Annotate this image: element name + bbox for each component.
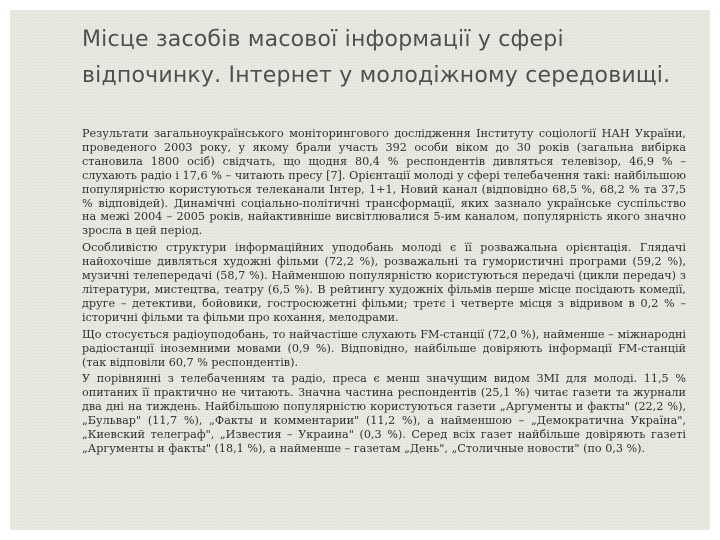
- paragraph-radio: Що стосується радіоуподобань, то найчастіше слухають FM-станції (72,0 %), найменше – міжнародні радіостанції іноземними мовами (0,9 %). Відповідно, найбільше довіряють інформації FM-станцій (так відповіли 60,7 % респондентів).: [82, 327, 686, 369]
- slide-body: [82, 127, 686, 459]
- title-line-2: відпочинку. Інтернет у молодіжному середовищі.: [82, 63, 671, 88]
- title-line-1: Місце засобів масової інформації у сфері: [82, 27, 564, 52]
- slide-title: [82, 22, 702, 94]
- paragraph-press: У порівнянні з телебаченням та радіо, преса є менш значущим видом ЗМІ для молоді. 11,5 % опитаних її практично не читають. Значна частина респондентів (25,1 %) читає газети та журнали два дні на тиждень. Найбільшою популярністю користуються газети „Аргументы и факты" (22,2 %), „Бульвар" (11,7 %), „Факты и комментарии" (11,2 %), а найменшою – „Демократична Україна", „Киевский телеграф", „Известия – Украина" (0,3 %). Серед всіх газет найбільше довіряють газеті „Аргументы и факты" (18,1 %), а найменше – газетам „День", „Столичные новости" (по 0,3 %).: [82, 372, 686, 455]
- paragraph-entertainment: Особливістю структури інформаційних уподобань молоді є її розважальна орієнтація. Глядачі найохочіше дивляться художні фільми (72,2 %), розважальні та гумористичні програми (59,2 %), музичні телепередачі (58,7 %). Найменшою популярністю користуються передачі (цикли передач) з літератури, мистецтва, театру (6,5 %). В рейтингу художніх фільмів перше місце посідають комедії, друге – детективи, бойовики, гостросюжетні фільми; третє і четверте місця з відривом в 0,2 % – історичні фільми та фільми про кохання, мелодрами.: [82, 241, 686, 324]
- slide: [10, 10, 710, 530]
- paragraph-tv: Результати загальноукраїнського моніторингового дослідження Інституту соціології НАН України, проведеного 2003 року, у якому брали участь 392 особи віком до 30 років (загальна вибірка становила 1800 осіб) свідчать, що щодня 80,4 % респондентів дивляться телевізор, 46,9 % – слухають радіо і 17,6 % – читають пресу [7]. Орієнтації молоді у сфері телебачення такі: найбільшою популярністю користуються телеканали Інтер, 1+1, Новий канал (відповідно 68,5 %, 68,2 % та 37,5 % відповідей). Динамічні соціально-політичні трансформації, яких зазнало українське суспільство на межі 2004 – 2005 років, найактивніше висвітлювалися 5-им каналом, популярність якого значно зросла в цей період.: [82, 127, 686, 238]
